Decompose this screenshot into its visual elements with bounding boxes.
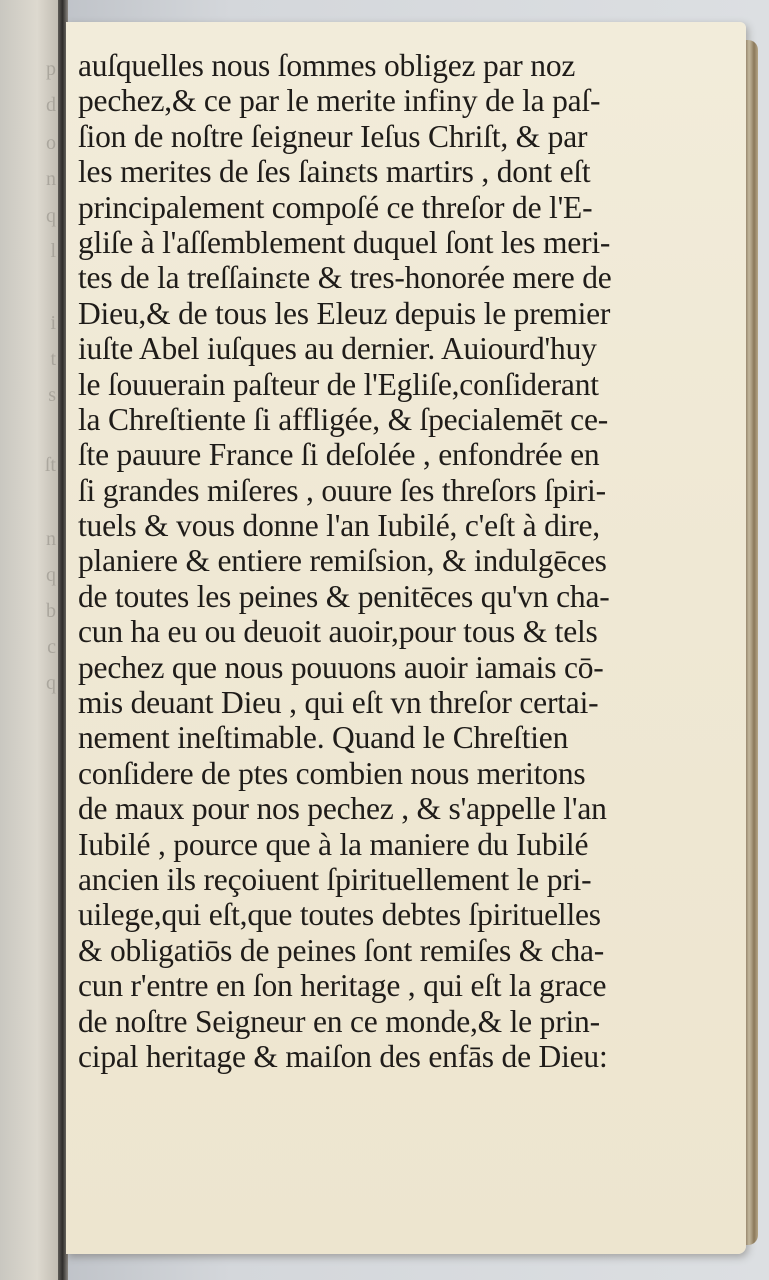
facing-page-edge xyxy=(0,0,62,1280)
text-line: conſidere de ptes combien nous meritons xyxy=(78,755,586,791)
text-line: tuels & vous donne l'an Iubilé, c'eſt à dire, xyxy=(78,508,600,544)
facing-page-fragment: o xyxy=(46,132,56,154)
text-line: pechez,& ce par le merite infiny de la paſ- xyxy=(78,83,601,119)
text-line: ſion de noſtre ſeigneur Ieſus Chriſt, & par xyxy=(78,118,588,154)
text-line: pechez que nous pouuons auoir iamais cō- xyxy=(78,649,604,685)
text-line: iuſte Abel iuſques au dernier. Auiourd'huy xyxy=(78,331,597,367)
text-line: cipal heritage & maiſon des enfās de Dieu: xyxy=(78,1038,608,1074)
text-line: uilege,qui eſt,que toutes debtes ſpirituelles xyxy=(78,897,601,933)
text-line: de maux pour nos pechez , & s'appelle l'an xyxy=(78,791,607,827)
page-text xyxy=(78,48,638,1074)
text-line: le ſouuerain paſteur de l'Egliſe,conſiderant xyxy=(78,366,599,402)
facing-page-fragment: b xyxy=(46,600,56,622)
text-line: mis deuant Dieu , qui eſt vn threſor certai- xyxy=(78,685,599,721)
text-line: planiere & entiere remiſsion, & indulgēces xyxy=(78,543,607,579)
facing-page-fragment: ſt xyxy=(44,454,56,476)
text-line: Dieu,& de tous les Eleuz depuis le premier xyxy=(78,295,611,331)
facing-page-fragment: q xyxy=(46,205,56,227)
facing-page-fragment: s xyxy=(48,384,56,406)
facing-page-fragment: n xyxy=(46,528,56,550)
text-line: ſte pauure France ſi deſolée , enfondrée en xyxy=(78,437,600,473)
text-line: Iubilé , pource que à la maniere du Iubilé xyxy=(78,826,589,862)
facing-page-fragment: d xyxy=(46,94,56,116)
text-line: cun r'entre en ſon heritage , qui eſt la grace xyxy=(78,968,607,1004)
text-line: de noſtre Seigneur en ce monde,& le prin- xyxy=(78,1003,600,1039)
facing-page-fragment: q xyxy=(46,564,56,586)
text-line: tes de la treſſainɛte & tres-honorée mere de xyxy=(78,260,612,296)
text-line: la Chreſtiente ſi affligée, & ſpecialemēt ce- xyxy=(78,401,609,437)
text-line: ſi grandes miſeres , ouure ſes threſors ſpiri- xyxy=(78,472,606,508)
text-line: cun ha eu ou deuoit auoir,pour tous & tels xyxy=(78,614,598,650)
facing-page-fragment: i xyxy=(50,312,56,334)
text-line: ancien ils reçoiuent ſpirituellement le pri- xyxy=(78,861,592,897)
text-line: principalement compoſé ce threſor de l'E- xyxy=(78,189,593,225)
facing-page-fragment: c xyxy=(47,636,56,658)
text-line: nement ineſtimable. Quand le Chreſtien xyxy=(78,720,569,756)
facing-page-fragment: t xyxy=(50,348,56,370)
text-line: les merites de ſes ſainɛts martirs , dont eſt xyxy=(78,154,591,190)
text-line: de toutes les peines & penitēces qu'vn cha- xyxy=(78,578,610,614)
facing-page-fragment: l xyxy=(50,240,56,262)
facing-page-fragment: p xyxy=(46,58,56,80)
text-line: auſquelles nous ſommes obligez par noz xyxy=(78,48,576,83)
facing-page-fragment: q xyxy=(46,672,56,694)
facing-page-fragment: n xyxy=(46,168,56,190)
text-line: gliſe à l'aſſemblement duquel ſont les meri- xyxy=(78,224,611,260)
text-line: & obligatiōs de peines ſont remiſes & cha- xyxy=(78,932,605,968)
